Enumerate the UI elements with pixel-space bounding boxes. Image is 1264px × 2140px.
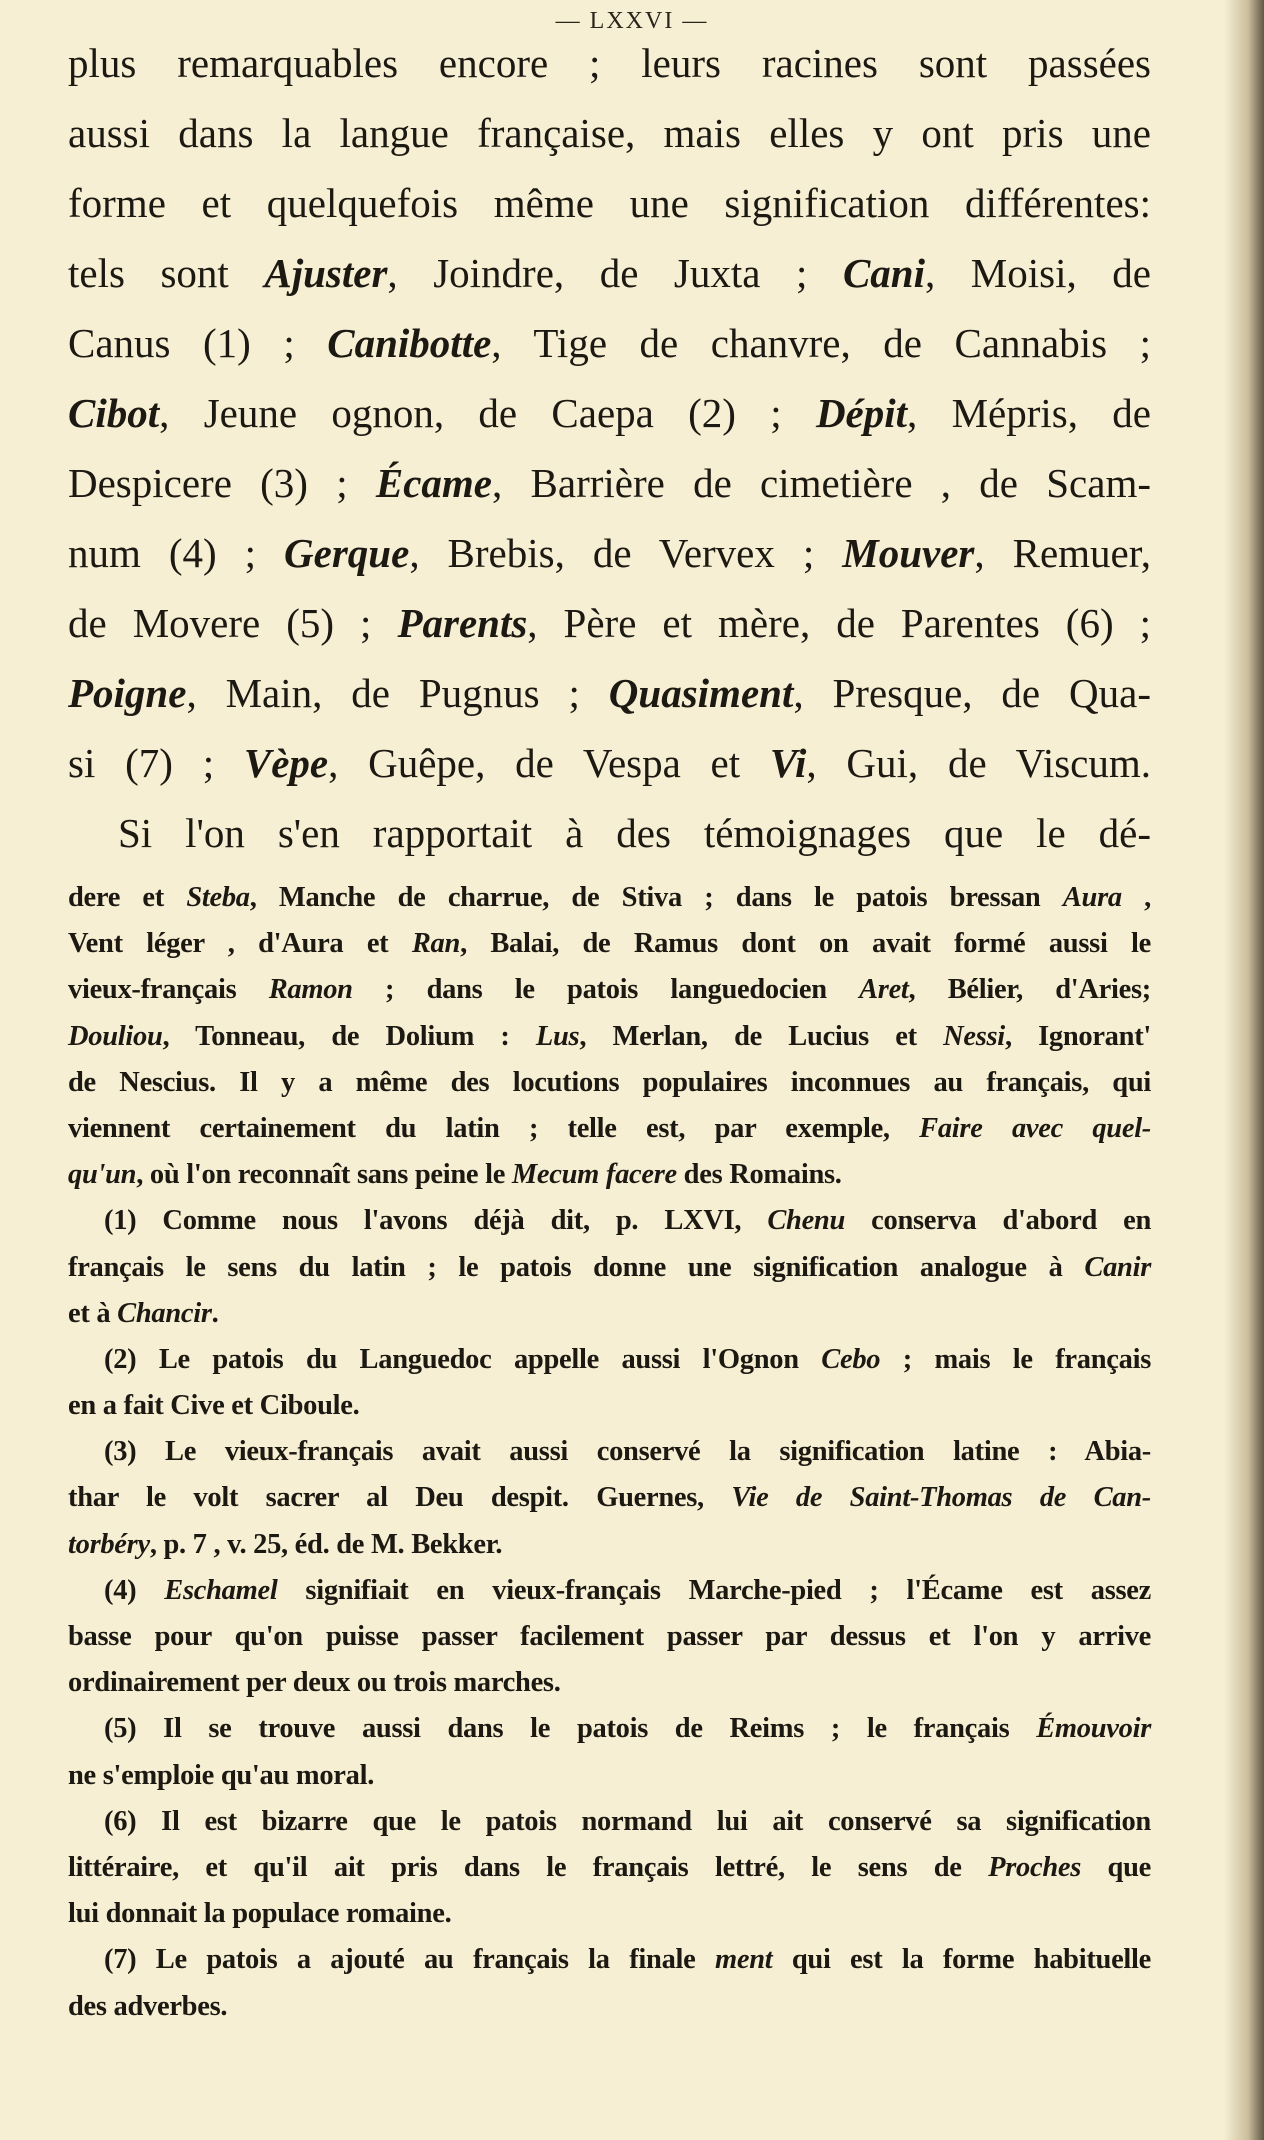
- text-run: , Merlan, de Lucius et: [579, 1020, 944, 1052]
- text-run: , Joindre, de Juxta ;: [387, 250, 843, 296]
- text-run: que: [1081, 1851, 1151, 1883]
- text-run: viennent certainement du latin ; telle est, par exemple,: [68, 1112, 920, 1144]
- italic-term: Vie de Saint-Thomas de Can-: [731, 1482, 1151, 1514]
- page-number-header: — LXXVI —: [555, 8, 709, 34]
- footnote-line: [68, 1245, 1151, 1291]
- body-text-line: [68, 448, 1151, 518]
- italic-term: Chancir: [117, 1297, 212, 1329]
- text-run: (2) Le patois du Languedoc appelle aussi l'Ognon: [104, 1343, 822, 1375]
- text-run: tels sont: [68, 250, 265, 296]
- text-run: , Moisi, de: [925, 250, 1151, 296]
- text-run: , Tonneau, de Dolium :: [162, 1020, 536, 1052]
- italic-term: Vi: [769, 740, 807, 786]
- text-run: et à: [68, 1297, 118, 1329]
- body-text-line: [68, 588, 1151, 658]
- italic-term: Ramon: [268, 974, 353, 1006]
- text-run: plus remarquables encore ; leurs racines sont passées: [68, 40, 1151, 86]
- footnote-line: [68, 1014, 1151, 1060]
- italic-term: Cani: [842, 250, 925, 296]
- footnote-line: [68, 1614, 1151, 1660]
- footnote-line: [68, 1799, 1151, 1845]
- text-run: (3) Le vieux-français avait aussi conservé la signification latine : Abia-: [104, 1436, 1151, 1468]
- text-run: de Movere (5) ;: [68, 600, 398, 646]
- text-run: ne s'emploie qu'au moral.: [68, 1759, 375, 1791]
- italic-term: Eschamel: [164, 1574, 278, 1606]
- text-run: , Presque, de Qua-: [793, 670, 1151, 716]
- italic-term: Cebo: [821, 1343, 881, 1375]
- text-run: , Brebis, de Vervex ;: [409, 530, 843, 576]
- text-run: ; mais le français: [880, 1343, 1151, 1375]
- italic-term: Vèpe: [243, 740, 329, 786]
- italic-term: Lus: [535, 1020, 580, 1052]
- italic-term: qu'un: [68, 1159, 137, 1191]
- text-run: , Jeune ognon, de Caepa (2) ;: [159, 390, 816, 436]
- italic-term: torbéry: [68, 1528, 150, 1560]
- text-run: (5) Il se trouve aussi dans le patois de Reims ; le français: [104, 1713, 1037, 1745]
- body-text-line: [68, 238, 1151, 308]
- italic-term: ment: [714, 1944, 773, 1976]
- main-text: [68, 28, 1151, 868]
- italic-term: Ran: [411, 928, 461, 960]
- text-run: , Balai, de Ramus dont on avait formé aussi le: [460, 928, 1151, 960]
- footnotes: [68, 875, 1151, 2030]
- body-text-line: [68, 308, 1151, 378]
- text-run: conserva d'abord en: [845, 1205, 1151, 1237]
- text-run: (1) Comme nous l'avons déjà dit, p. LXVI,: [104, 1205, 768, 1237]
- italic-term: Écame: [375, 460, 493, 506]
- text-run: des Romains.: [676, 1159, 842, 1191]
- text-run: , Barrière de cimetière , de Scam-: [492, 460, 1151, 506]
- footnote-line: [68, 1568, 1151, 1614]
- footnote-line: [68, 967, 1151, 1013]
- text-run: de Nescius. Il y a même des locutions populaires inconnues au français, qui: [68, 1066, 1151, 1098]
- text-run: (7) Le patois a ajouté au français la finale: [104, 1944, 715, 1976]
- italic-term: Mecum facere: [511, 1159, 677, 1191]
- text-run: aussi dans la langue française, mais elles y ont pris une: [68, 110, 1151, 156]
- text-run: des adverbes.: [68, 1990, 228, 2022]
- text-run: littéraire, et qu'il ait pris dans le français lettré, le sens de: [68, 1851, 989, 1883]
- text-run: , Remuer,: [974, 530, 1151, 576]
- footnote-line: [68, 921, 1151, 967]
- italic-term: Aret: [859, 974, 909, 1006]
- footnote-line: [68, 1937, 1151, 1983]
- text-run: si (7) ;: [68, 740, 244, 786]
- italic-term: Faire avec quel-: [919, 1112, 1151, 1144]
- text-run: , Tige de chanvre, de Cannabis ;: [491, 320, 1151, 366]
- text-run: Canus (1) ;: [68, 320, 328, 366]
- text-run: signifiait en vieux-français Marche-pied ; l'Écame est assez: [277, 1574, 1151, 1606]
- text-run: , où l'on reconnaît sans peine le: [136, 1159, 512, 1191]
- text-run: Despicere (3) ;: [68, 460, 376, 506]
- body-text-line: [68, 28, 1151, 98]
- text-run: Vent léger , d'Aura et: [68, 928, 412, 960]
- text-run: , Père et mère, de Parentes (6) ;: [527, 600, 1152, 646]
- footnote-line: [68, 875, 1151, 921]
- footnote-line: [68, 1984, 1151, 2030]
- italic-term: Gerque: [284, 530, 410, 576]
- text-run: Si l'on s'en rapportait à des témoignages que le dé-: [118, 810, 1151, 856]
- footnote-line: [68, 1660, 1151, 1706]
- italic-term: Mouver: [842, 530, 975, 576]
- body-text-line: [68, 378, 1151, 448]
- italic-term: Chenu: [767, 1205, 846, 1237]
- italic-term: Canibotte: [327, 320, 492, 366]
- footnote-line: [68, 1891, 1151, 1937]
- text-run: , Mépris, de: [907, 390, 1152, 436]
- footnote-line: [68, 1845, 1151, 1891]
- italic-term: Aura: [1062, 882, 1122, 913]
- text-run: qui est la forme habituelle: [772, 1944, 1152, 1976]
- italic-term: Proches: [988, 1851, 1082, 1883]
- italic-term: Douliou: [68, 1020, 163, 1052]
- text-run: , Guêpe, de Vespa et: [328, 740, 770, 786]
- italic-term: Steba: [186, 882, 250, 913]
- text-run: .: [211, 1297, 219, 1329]
- text-run: basse pour qu'on puisse passer facilement passer par dessus et l'on y arrive: [68, 1621, 1151, 1652]
- italic-term: Quasiment: [608, 670, 794, 716]
- page-edge-shadow: [1224, 0, 1264, 2140]
- italic-term: Nessi: [943, 1020, 1005, 1052]
- footnote-line: [68, 1198, 1151, 1244]
- text-run: , Main, de Pugnus ;: [186, 670, 609, 716]
- footnote-line: [68, 1706, 1151, 1752]
- italic-term: Poigne: [68, 670, 187, 716]
- text-run: ,: [1121, 882, 1152, 913]
- body-text-line: [68, 798, 1151, 868]
- text-run: français le sens du latin ; le patois donne une signification analogue à: [68, 1251, 1085, 1283]
- body-text-line: [68, 658, 1151, 728]
- text-run: , Ignorant': [1004, 1020, 1151, 1052]
- text-run: lui donnait la populace romaine.: [68, 1898, 452, 1930]
- footnote-line: [68, 1106, 1151, 1152]
- italic-term: Cibot: [68, 390, 160, 436]
- text-run: forme et quelquefois même une signification différentes:: [68, 180, 1151, 226]
- italic-term: Dépit: [815, 390, 908, 436]
- footnote-line: [68, 1522, 1151, 1568]
- footnote-line: [68, 1475, 1151, 1521]
- text-run: , Gui, de Viscum.: [806, 740, 1152, 786]
- text-run: num (4) ;: [68, 530, 285, 576]
- footnote-line: [68, 1152, 1151, 1198]
- text-run: dere et: [68, 882, 187, 913]
- text-run: (4): [104, 1574, 165, 1606]
- text-run: , Bélier, d'Aries;: [908, 974, 1151, 1006]
- italic-term: Ajuster: [264, 250, 388, 296]
- body-text-line: [68, 98, 1151, 168]
- footnote-line: [68, 1060, 1151, 1106]
- text-run: thar le volt sacrer al Deu despit. Guernes,: [68, 1482, 732, 1514]
- italic-term: Émouvoir: [1036, 1713, 1151, 1745]
- italic-term: Canir: [1084, 1251, 1151, 1283]
- text-run: , Manche de charrue, de Stiva ; dans le patois bressan: [249, 882, 1063, 913]
- body-text-line: [68, 518, 1151, 588]
- footnote-line: [68, 1429, 1151, 1475]
- footnote-line: [68, 1337, 1151, 1383]
- text-run: , p. 7 , v. 25, éd. de M. Bekker.: [149, 1528, 503, 1560]
- footnote-line: [68, 1291, 1151, 1337]
- italic-term: Parents: [397, 600, 528, 646]
- text-run: (6) Il est bizarre que le patois normand lui ait conservé sa signification: [104, 1805, 1151, 1837]
- text-run: en a fait Cive et Ciboule.: [68, 1390, 360, 1422]
- footnote-line: [68, 1383, 1151, 1429]
- footnote-line: [68, 1753, 1151, 1799]
- text-run: vieux-français: [68, 974, 269, 1006]
- text-run: ; dans le patois languedocien: [352, 974, 860, 1006]
- body-text-line: [68, 728, 1151, 798]
- body-text-line: [68, 168, 1151, 238]
- text-run: ordinairement per deux ou trois marches.: [68, 1667, 561, 1699]
